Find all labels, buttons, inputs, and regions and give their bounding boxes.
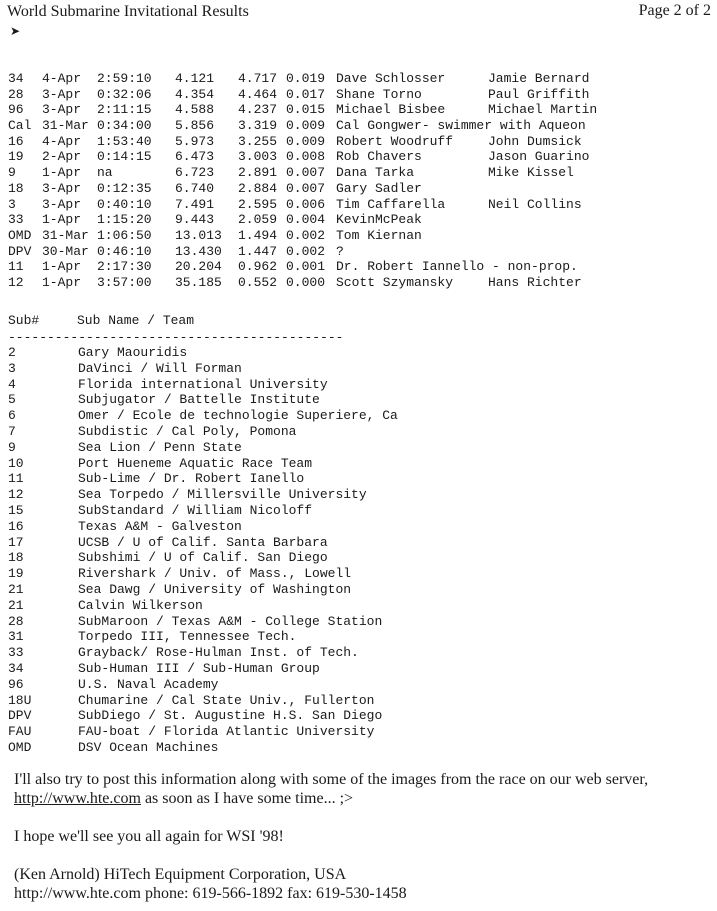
- sub-name-cell: Subshimi / U of Calif. San Diego: [78, 550, 328, 566]
- sub-row: [8, 740, 398, 756]
- value1-cell: 6.723: [175, 165, 215, 181]
- crew-name-cell: Jamie Bernard: [488, 71, 590, 86]
- result-row: [8, 165, 597, 181]
- time-cell: 1:53:40: [97, 133, 152, 149]
- pilot-name-cell: Dana Tarka: [336, 165, 415, 181]
- time-cell: 1:15:20: [97, 212, 152, 228]
- sub-row: [8, 361, 398, 377]
- value2-cell: 0.552: [238, 274, 278, 290]
- result-row: [8, 102, 597, 118]
- sub-name-cell: U.S. Naval Academy: [78, 676, 219, 692]
- header-rule: -------------------------------------------: [8, 330, 344, 345]
- value2-cell: 2.884: [238, 180, 278, 196]
- sub-row: [8, 424, 398, 440]
- result-row: [8, 197, 597, 213]
- sub-number-cell: 21: [8, 581, 24, 597]
- pilot-name-cell: Dave Schlosser: [336, 71, 446, 86]
- sub-number-cell: 7: [8, 423, 16, 439]
- post-info-tail: as soon as I have some time... ;>: [140, 790, 354, 807]
- value1-cell: 4.121: [175, 71, 215, 86]
- value3-cell: 0.009: [286, 133, 326, 149]
- value1-cell: 20.204: [175, 259, 222, 275]
- value2-cell: 4.237: [238, 102, 278, 118]
- value2-cell: 2.059: [238, 212, 278, 228]
- result-row: [8, 275, 597, 291]
- sub-id-cell: 19: [8, 149, 24, 165]
- sub-name-cell: Sea Dawg / University of Washington: [78, 581, 352, 597]
- post-info-text: I'll also try to post this information along with some of the images from the race on our web server,: [14, 771, 649, 788]
- value3-cell: 0.004: [286, 212, 326, 228]
- sub-row: [8, 456, 398, 472]
- sub-id-cell: 16: [8, 133, 24, 149]
- value1-cell: 5.856: [175, 118, 215, 134]
- sub-row: [8, 471, 398, 487]
- date-cell: 31-Mar: [42, 118, 89, 134]
- sub-number-cell: FAU: [8, 724, 32, 740]
- sub-row: [8, 535, 398, 551]
- sub-number-cell: OMD: [8, 739, 32, 755]
- result-row: [8, 118, 597, 134]
- sub-id-cell: 28: [8, 86, 24, 102]
- signature-line-1: (Ken Arnold) HiTech Equipment Corporation, USA: [14, 866, 347, 883]
- sub-number-cell: 21: [8, 597, 24, 613]
- crew-name-cell: Paul Griffith: [488, 86, 590, 102]
- sub-number-cell: 15: [8, 502, 24, 518]
- value2-cell: 1.447: [238, 243, 278, 259]
- time-cell: 2:59:10: [97, 71, 152, 86]
- time-cell: 2:11:15: [97, 102, 152, 118]
- sub-row: [8, 550, 398, 566]
- sub-number-cell: 18: [8, 550, 24, 566]
- sub-id-cell: 11: [8, 259, 24, 275]
- pilot-name-cell: Scott Szymansky: [336, 274, 454, 290]
- pilot-name-cell: Tom Kiernan: [336, 227, 422, 243]
- date-cell: 4-Apr: [42, 71, 82, 86]
- sub-name-cell: Florida international University: [78, 376, 328, 392]
- result-row: [8, 181, 597, 197]
- sub-id-cell: Cal: [8, 118, 32, 134]
- signature-line-2: http://www.hte.com phone: 619-566-1892 fax: 619-530-1458: [14, 885, 407, 902]
- value3-cell: 0.002: [286, 243, 326, 259]
- value2-cell: 1.494: [238, 227, 278, 243]
- time-cell: 1:06:50: [97, 227, 152, 243]
- sub-name-cell: FAU-boat / Florida Atlantic University: [78, 724, 375, 740]
- time-cell: 0:46:10: [97, 243, 152, 259]
- value1-cell: 5.973: [175, 133, 215, 149]
- time-cell: 0:14:15: [97, 149, 152, 165]
- value3-cell: 0.009: [286, 118, 326, 134]
- date-cell: 3-Apr: [42, 196, 82, 212]
- sub-id-cell: 34: [8, 71, 24, 86]
- value2-cell: 3.003: [238, 149, 278, 165]
- result-row: [8, 259, 597, 275]
- sub-row: [8, 724, 398, 740]
- pilot-name-cell: Robert Woodruff: [336, 133, 454, 149]
- arrow-mark-icon: ➤: [10, 24, 21, 38]
- result-row: [8, 228, 597, 244]
- value1-cell: 9.443: [175, 212, 215, 228]
- crew-name-cell: Jason Guarino: [488, 149, 590, 165]
- sub-row: [8, 408, 398, 424]
- sub-row: [8, 629, 398, 645]
- sub-list-header: [8, 313, 194, 329]
- date-cell: 30-Mar: [42, 243, 89, 259]
- sub-name-cell: Subdistic / Cal Poly, Pomona: [78, 423, 297, 439]
- pilot-name-cell: KevinMcPeak: [336, 212, 422, 228]
- time-cell: 2:17:30: [97, 259, 152, 275]
- value1-cell: 35.185: [175, 274, 222, 290]
- value2-cell: 2.595: [238, 196, 278, 212]
- result-row: [8, 244, 597, 260]
- date-cell: 3-Apr: [42, 86, 82, 102]
- value1-cell: 7.491: [175, 196, 215, 212]
- sub-id-cell: 9: [8, 165, 16, 181]
- pilot-name-cell: Gary Sadler: [336, 180, 422, 196]
- sub-number-cell: 18U: [8, 692, 32, 708]
- sub-row: [8, 345, 398, 361]
- sub-number-cell: 5: [8, 392, 16, 408]
- signature: [14, 865, 714, 903]
- sub-row: [8, 519, 398, 535]
- value1-cell: 6.740: [175, 180, 215, 196]
- date-cell: 1-Apr: [42, 212, 82, 228]
- sub-name-cell: Sub-Human III / Sub-Human Group: [78, 660, 320, 676]
- date-cell: 31-Mar: [42, 227, 89, 243]
- crew-name-cell: Mike Kissel: [488, 165, 574, 181]
- result-row: [8, 71, 597, 87]
- sub-name-cell: Port Hueneme Aquatic Race Team: [78, 455, 313, 471]
- pilot-name-cell: ?: [336, 243, 344, 259]
- sub-id-cell: DPV: [8, 243, 32, 259]
- date-cell: 1-Apr: [42, 165, 82, 181]
- value3-cell: 0.019: [286, 71, 326, 86]
- sub-number-cell: 12: [8, 487, 24, 503]
- sub-name-cell: Subjugator / Battelle Institute: [78, 392, 320, 408]
- value1-cell: 4.354: [175, 86, 215, 102]
- page-number: Page 2 of 2: [638, 2, 711, 19]
- sub-name-cell: Chumarine / Cal State Univ., Fullerton: [78, 692, 375, 708]
- sub-id-cell: 3: [8, 196, 16, 212]
- value2-cell: 0.962: [238, 259, 278, 275]
- value2-cell: 4.464: [238, 86, 278, 102]
- date-cell: 3-Apr: [42, 102, 82, 118]
- sub-number-cell: 33: [8, 645, 24, 661]
- value3-cell: 0.007: [286, 165, 326, 181]
- sub-number-cell: 11: [8, 471, 24, 487]
- value3-cell: 0.000: [286, 274, 326, 290]
- time-cell: 0:40:10: [97, 196, 152, 212]
- value2-cell: 2.891: [238, 165, 278, 181]
- value1-cell: 13.430: [175, 243, 222, 259]
- time-cell: na: [97, 165, 113, 181]
- sub-name-cell: Omer / Ecole de technologie Superiere, Ca: [78, 408, 398, 424]
- value3-cell: 0.017: [286, 86, 326, 102]
- sub-number-cell: 9: [8, 439, 16, 455]
- sub-number-cell: 10: [8, 455, 24, 471]
- sub-row: [8, 598, 398, 614]
- value3-cell: 0.002: [286, 227, 326, 243]
- closing-paragraph-1: [14, 770, 714, 808]
- value3-cell: 0.015: [286, 102, 326, 118]
- sub-name-cell: UCSB / U of Calif. Santa Barbara: [78, 534, 328, 550]
- sub-number-cell: 16: [8, 518, 24, 534]
- time-cell: 0:12:35: [97, 180, 152, 196]
- sub-number-cell: 17: [8, 534, 24, 550]
- date-cell: 4-Apr: [42, 133, 82, 149]
- date-cell: 1-Apr: [42, 274, 82, 290]
- website-link[interactable]: http://www.hte.com: [14, 790, 141, 807]
- sub-row: [8, 708, 398, 724]
- sub-number-cell: 4: [8, 376, 16, 392]
- pilot-name-cell: Shane Torno: [336, 86, 422, 102]
- sub-name-cell: Calvin Wilkerson: [78, 597, 203, 613]
- sub-number-cell: DPV: [8, 708, 32, 724]
- sub-id-cell: 33: [8, 212, 24, 228]
- value1-cell: 4.588: [175, 102, 215, 118]
- sub-name-cell: SubDiego / St. Augustine H.S. San Diego: [78, 708, 383, 724]
- sub-list: [8, 345, 398, 756]
- crew-name-cell: Michael Martin: [488, 102, 598, 118]
- result-row: [8, 87, 597, 103]
- sub-row: [8, 693, 398, 709]
- pilot-name-cell: Rob Chavers: [336, 149, 422, 165]
- sub-number-cell: 96: [8, 676, 24, 692]
- pilot-name-cell: Cal Gongwer- swimmer with Aqueon: [336, 118, 586, 134]
- value3-cell: 0.006: [286, 196, 326, 212]
- value3-cell: 0.007: [286, 180, 326, 196]
- value1-cell: 6.473: [175, 149, 215, 165]
- date-cell: 2-Apr: [42, 149, 82, 165]
- closing-paragraph-2: I hope we'll see you all again for WSI '98!: [14, 828, 284, 845]
- pilot-name-cell: Michael Bisbee: [336, 102, 446, 118]
- sub-number-cell: 28: [8, 613, 24, 629]
- sub-row: [8, 582, 398, 598]
- value2-cell: 3.255: [238, 133, 278, 149]
- sub-name-cell: SubStandard / William Nicoloff: [78, 502, 313, 518]
- date-cell: 3-Apr: [42, 180, 82, 196]
- sub-id-cell: 12: [8, 274, 24, 290]
- sub-row: [8, 377, 398, 393]
- sub-number-header: Sub#: [8, 313, 40, 328]
- sub-number-cell: 2: [8, 345, 16, 360]
- sub-id-cell: 96: [8, 102, 24, 118]
- value1-cell: 13.013: [175, 227, 222, 243]
- crew-name-cell: John Dumsick: [488, 133, 582, 149]
- sub-id-cell: OMD: [8, 227, 32, 243]
- closing-text: [14, 770, 714, 903]
- sub-row: [8, 392, 398, 408]
- sub-name-cell: Sea Lion / Penn State: [78, 439, 242, 455]
- time-cell: 3:57:00: [97, 274, 152, 290]
- sub-number-cell: 6: [8, 408, 16, 424]
- sub-row: [8, 661, 398, 677]
- pilot-name-cell: Tim Caffarella: [336, 196, 446, 212]
- sub-name-cell: Sea Torpedo / Millersville University: [78, 487, 367, 503]
- sub-name-cell: Texas A&M - Galveston: [78, 518, 242, 534]
- crew-name-cell: Hans Richter: [488, 274, 582, 290]
- sub-row: [8, 566, 398, 582]
- crew-name-cell: Neil Collins: [488, 196, 582, 212]
- sub-name-cell: Sub-Lime / Dr. Robert Ianello: [78, 471, 305, 487]
- time-cell: 0:34:00: [97, 118, 152, 134]
- sub-row: [8, 440, 398, 456]
- sub-row: [8, 645, 398, 661]
- sub-name-cell: DSV Ocean Machines: [78, 739, 219, 755]
- pilot-name-cell: Dr. Robert Iannello - non-prop.: [336, 259, 578, 275]
- date-cell: 1-Apr: [42, 259, 82, 275]
- sub-number-cell: 34: [8, 660, 24, 676]
- value3-cell: 0.008: [286, 149, 326, 165]
- sub-number-cell: 3: [8, 360, 16, 376]
- sub-number-cell: 31: [8, 629, 24, 645]
- sub-row: [8, 503, 398, 519]
- value2-cell: 4.717: [238, 71, 278, 86]
- sub-name-cell: Gary Maouridis: [78, 345, 188, 360]
- sub-name-cell: Rivershark / Univ. of Mass., Lowell: [78, 566, 352, 582]
- result-row: [8, 212, 597, 228]
- document-title: World Submarine Invitational Results: [7, 3, 249, 20]
- sub-name-cell: Grayback/ Rose-Hulman Inst. of Tech.: [78, 645, 359, 661]
- result-row: [8, 134, 597, 150]
- value3-cell: 0.001: [286, 259, 326, 275]
- sub-number-cell: 19: [8, 566, 24, 582]
- sub-name-cell: DaVinci / Will Forman: [78, 360, 242, 376]
- sub-name-header: Sub Name / Team: [77, 313, 195, 328]
- sub-name-cell: SubMaroon / Texas A&M - College Station: [78, 613, 383, 629]
- sub-row: [8, 677, 398, 693]
- value2-cell: 3.319: [238, 118, 278, 134]
- sub-id-cell: 18: [8, 180, 24, 196]
- sub-name-cell: Torpedo III, Tennessee Tech.: [78, 629, 297, 645]
- sub-row: [8, 487, 398, 503]
- time-cell: 0:32:06: [97, 86, 152, 102]
- results-table: [8, 71, 597, 291]
- result-row: [8, 149, 597, 165]
- sub-row: [8, 614, 398, 630]
